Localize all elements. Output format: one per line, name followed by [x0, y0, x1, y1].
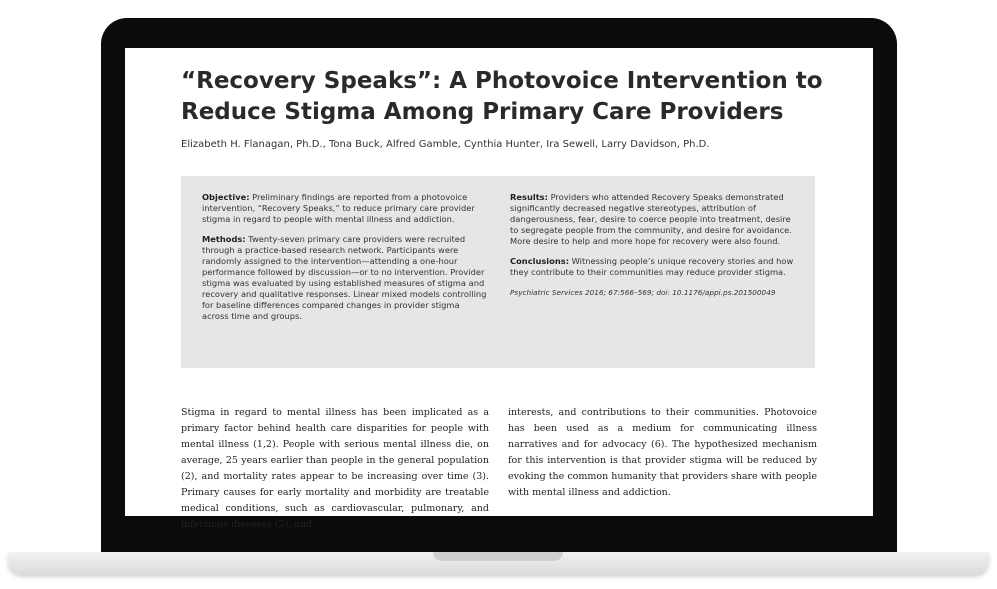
objective-label: Objective:: [202, 192, 250, 202]
abstract-box: [181, 176, 815, 368]
abstract-conclusions: [510, 256, 798, 278]
methods-text: Twenty-seven primary care providers were recruited through a practice-based research network. Participants were randomly assigned to the intervention—attending a one-hour performance followed by discussion—or to no intervention. Provider stigma was evaluated by using established measures of stigma and recovery and qualitative responses. Linear mixed models controlling for baseline differences compared changes in provider stigma across time and groups.: [202, 234, 487, 321]
laptop-notch: [433, 552, 563, 561]
methods-label: Methods:: [202, 234, 246, 244]
conclusions-label: Conclusions:: [510, 256, 570, 266]
results-label: Results:: [510, 192, 548, 202]
title-line-2: Reduce Stigma Among Primary Care Providers: [181, 99, 784, 125]
abstract-methods: [202, 234, 488, 322]
objective-text: Preliminary findings are reported from a photovoice intervention, “Recovery Speaks,” to reduce primary care provider stigma in regard to people with mental illness and addiction.: [202, 192, 475, 224]
abstract-left-column: [202, 192, 488, 331]
conclusions-text: Witnessing people’s unique recovery stories and how they contribute to their communities may reduce provider stigma.: [510, 256, 794, 277]
abstract-objective: [202, 192, 488, 225]
journal-citation: Psychiatric Services 2016; 67:566–569; doi: 10.1176/appi.ps.201500049: [510, 288, 776, 297]
title-line-1: “Recovery Speaks”: A Photovoice Intervention to: [181, 68, 823, 94]
body-text-right-column: interests, and contributions to their communities. Photovoice has been used as a medium for communicating illness narratives and for advocacy (6). The hypothesized mechanism for this intervention is that provider stigma will be reduced by evoking the common humanity that providers share with people with mental illness and addiction.: [508, 407, 817, 498]
results-text: Providers who attended Recovery Speaks demonstrated significantly decreased negative stereotypes, attribution of dangerousness, fear, desire to coerce people into treatment, desire to segregate people from the community, and desire for avoidance. More desire to help and more hope for recovery were also found.: [510, 192, 792, 246]
abstract-right-column: [510, 192, 798, 307]
article-title: [181, 66, 841, 128]
laptop-screen: [125, 48, 873, 530]
author-list: Elizabeth H. Flanagan, Ph.D., Tona Buck, Alfred Gamble, Cynthia Hunter, Ira Sewell, Larry Davidson, Ph.D.: [181, 139, 710, 150]
body-text-left-column: Stigma in regard to mental illness has been implicated as a primary factor behind health care disparities for people with mental illness (1,2). People with serious mental illness die, on average, 25 years earlier than people in the general population (2), and mortality rates appear to be increasing over time (3). Primary causes for early mortality and morbidity are treatable medical conditions, such as cardiovascular, pulmonary, and infectious diseases (2), and: [181, 407, 489, 530]
abstract-results: [510, 192, 798, 247]
